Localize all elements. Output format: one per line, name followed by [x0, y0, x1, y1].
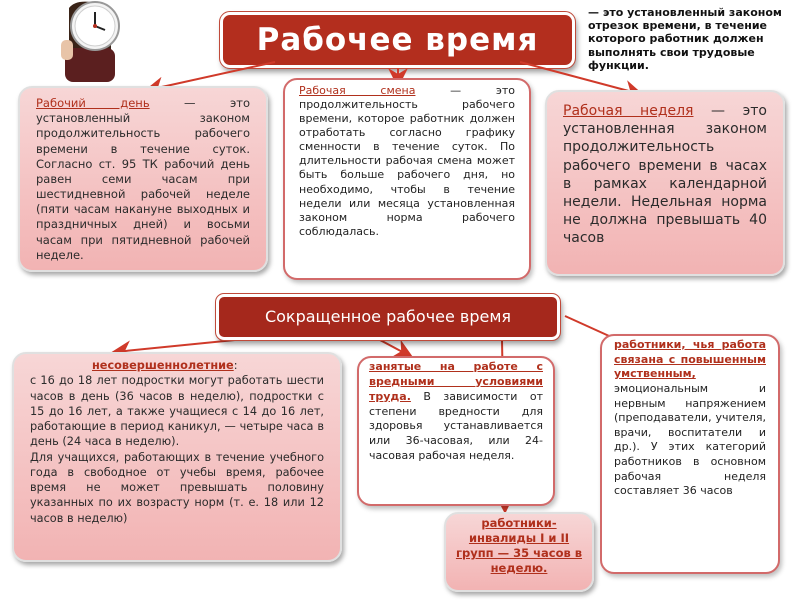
- shift-box: [283, 78, 531, 280]
- minors-term: несовершеннолетние: [92, 359, 234, 372]
- mental-workers-box: [600, 334, 780, 574]
- work-week-box: [545, 90, 785, 276]
- minors-text: с 16 до 18 лет подростки могут работать шести часов в день (36 часов в неделю), подростки с 15 до 16 лет, а также учащиеся с 14 до 16 лет, работающие в период каникул, — четыре часа в день (24 часа в неделю).: [30, 374, 324, 449]
- disabled-workers-box: [444, 512, 594, 592]
- minors-colon: :: [233, 359, 238, 372]
- work-day-box: [18, 86, 268, 272]
- disabled-term: работники-инвалиды I и II групп — 35 часов в неделю.: [455, 516, 583, 575]
- harmful-text: В зависимости от степени вредности для здоровья устанавливается или 36-часовая, или 24-часовая рабочая неделя.: [369, 389, 543, 463]
- shift-text: — это продолжительность рабочего времени, которое работник должен отработать согласно графику сменности в течение суток. По длительности рабочая смена может быть больше рабочего дня, но необходимо, чтобы в течение недели или месяца установленная законом норма рабочего соблюдалась.: [299, 84, 515, 238]
- definition-text: — это установленный законом отрезок времени, в течение которого работник должен выполнять свои трудовые функции.: [588, 6, 782, 72]
- shift-term: Рабочая смена: [299, 84, 416, 97]
- work-week-text: — это установленная законом продолжительность рабочего времени в часах в рамках календарной недели. Недельная норма не должна превышать 40 часов: [563, 103, 767, 247]
- work-week-term: Рабочая неделя: [563, 103, 694, 119]
- harmful-term: занятые на работе с вредными условиями труда.: [369, 360, 543, 403]
- minors-text-2: Для учащихся, работающих в течение учебного года в свободное от учебы время, рабочее время не может превышать половину указанных по их возрасту норм (т. е. 18 или 12 часов в неделю): [30, 450, 324, 525]
- mental-text: эмоциональным и нервным напряжением (преподаватели, учителя, врачи, воспитатели и др.). У этих категорий работников в основном рабочая неделя составляет 36 часов: [614, 381, 766, 498]
- work-day-text: — это установленный законом продолжительность рабочего времени в течение суток. Согласно ст. 95 ТК рабочий день равен семи часам при шестидневной рабочей неделе (пяти часам накануне выходных и праздничных дней) и восьми часам при пятидневной рабочей неделе.: [36, 96, 250, 262]
- main-title: Рабочее время: [220, 12, 575, 68]
- minors-box: [12, 352, 342, 562]
- harmful-conditions-box: [357, 356, 555, 506]
- work-day-term: Рабочий день: [36, 96, 150, 110]
- reduced-time-title: Сокращенное рабочее время: [216, 294, 560, 340]
- mental-term: работники, чья работа связана с повышенным умственным,: [614, 338, 766, 381]
